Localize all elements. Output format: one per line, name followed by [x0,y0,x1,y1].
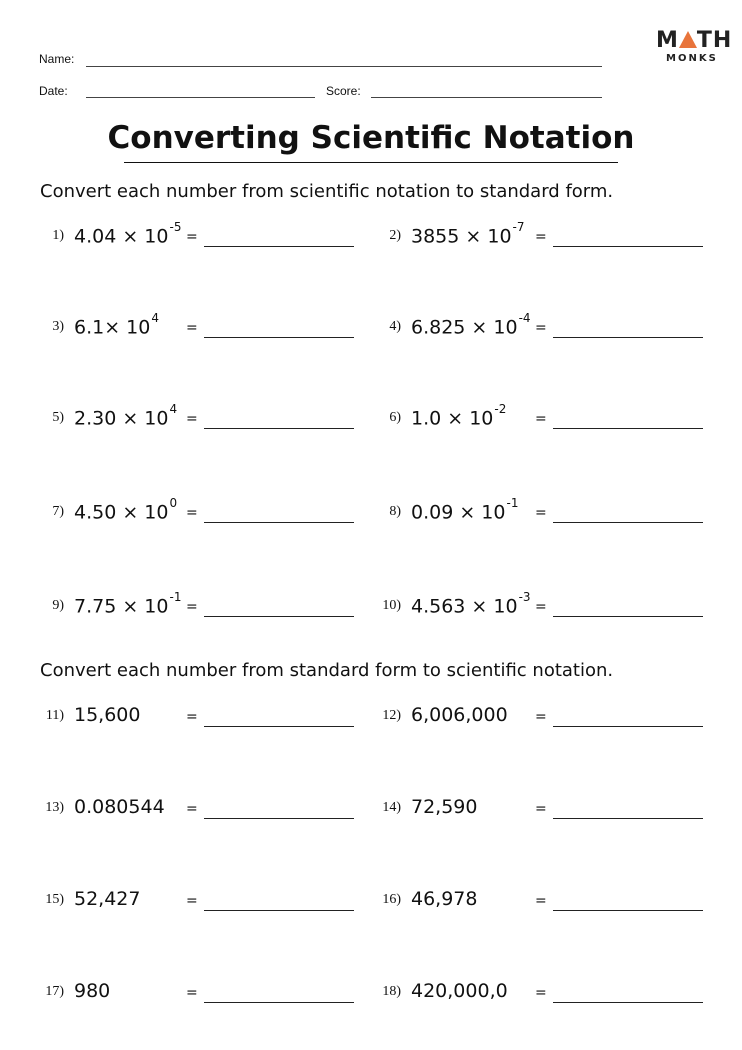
problem-mantissa: 980 [74,980,111,1002]
logo-subtext: MONKS [666,53,718,64]
problem-mantissa: 3855 × 10 [411,225,512,248]
problem-expression [411,496,519,524]
problem-number: 14) [382,800,401,815]
problem-number: 16) [382,892,401,907]
answer-line[interactable] [204,246,354,247]
score-label: Score: [326,84,361,98]
equals-sign: = [535,985,547,1001]
problem-number: 6) [389,410,401,425]
equals-sign: = [535,505,547,521]
answer-line[interactable] [553,910,703,911]
problem-expression [74,402,178,430]
problem-mantissa: 6.1× 10 [74,316,151,339]
problem-mantissa: 4.04 × 10 [74,225,169,248]
problem-mantissa: 7.75 × 10 [74,595,169,618]
equals-sign: = [186,709,198,725]
answer-line[interactable] [204,726,354,727]
name-label: Name: [39,52,75,66]
problem-expression [411,704,508,726]
problem-number: 9) [52,598,64,613]
problem-expression [411,402,507,430]
answer-line[interactable] [204,616,354,617]
problem-mantissa: 6,006,000 [411,704,508,726]
problem-exponent: -1 [506,496,519,510]
problem-exponent: -5 [169,220,182,234]
equals-sign: = [535,411,547,427]
problem-expression [74,704,140,726]
problem-exponent: -4 [518,311,531,325]
problem-mantissa: 72,590 [411,796,478,818]
section-2-instruction: Convert each number from standard form to scientific notation. [40,660,614,681]
problem-mantissa: 4.563 × 10 [411,595,518,618]
problem-number: 2) [389,228,401,243]
problem-expression [411,796,477,818]
problem-expression [74,796,165,818]
answer-line[interactable] [553,818,703,819]
answer-line[interactable] [204,910,354,911]
answer-line[interactable] [204,522,354,523]
math-monks-logo [656,28,732,53]
problem-expression [74,311,159,339]
problem-expression [411,220,525,248]
equals-sign: = [186,801,198,817]
problem-number: 10) [382,598,401,613]
date-field[interactable] [86,97,315,98]
problem-expression [74,590,182,618]
answer-line[interactable] [553,616,703,617]
name-field[interactable] [86,66,602,67]
equals-sign: = [535,320,547,336]
problem-mantissa: 0.09 × 10 [411,501,506,524]
problem-exponent: -1 [169,590,182,604]
equals-sign: = [535,893,547,909]
answer-line[interactable] [204,818,354,819]
problem-mantissa: 0.080544 [74,796,165,818]
problem-exponent: 4 [169,402,178,416]
answer-line[interactable] [204,428,354,429]
title-underline [124,162,618,163]
problem-number: 17) [45,984,64,999]
problem-mantissa: 1.0 × 10 [411,407,494,430]
equals-sign: = [186,505,198,521]
equals-sign: = [186,320,198,336]
answer-line[interactable] [553,522,703,523]
equals-sign: = [535,599,547,615]
problem-expression [74,220,182,248]
problem-expression [411,888,477,910]
equals-sign: = [535,709,547,725]
problem-exponent: -7 [512,220,525,234]
problem-expression [411,980,508,1002]
problem-expression [74,980,110,1002]
problem-number: 8) [389,504,401,519]
score-field[interactable] [371,97,602,98]
problem-mantissa: 52,427 [74,888,141,910]
problem-expression [74,888,140,910]
problem-number: 1) [52,228,64,243]
triangle-icon [679,31,697,48]
problem-mantissa: 15,600 [74,704,141,726]
answer-line[interactable] [553,246,703,247]
equals-sign: = [535,801,547,817]
problem-number: 5) [52,410,64,425]
problem-mantissa: 2.30 × 10 [74,407,169,430]
problem-number: 12) [382,708,401,723]
problem-expression [411,311,531,339]
problem-mantissa: 420,000,0 [411,980,508,1002]
problem-number: 13) [45,800,64,815]
answer-line[interactable] [553,428,703,429]
equals-sign: = [535,229,547,245]
answer-line[interactable] [204,337,354,338]
problem-mantissa: 46,978 [411,888,478,910]
logo-text-m: M [656,28,679,53]
equals-sign: = [186,599,198,615]
problem-number: 18) [382,984,401,999]
problem-mantissa: 6.825 × 10 [411,316,518,339]
problem-number: 3) [52,319,64,334]
problem-expression [74,496,178,524]
section-1-instruction: Convert each number from scientific notation to standard form. [40,181,614,202]
equals-sign: = [186,985,198,1001]
page-title: Converting Scientific Notation [107,120,635,156]
problem-number: 7) [52,504,64,519]
answer-line[interactable] [204,1002,354,1003]
problem-exponent: 0 [169,496,178,510]
problem-exponent: -2 [494,402,507,416]
answer-line[interactable] [553,726,703,727]
problem-exponent: 4 [151,311,159,325]
problem-number: 11) [45,708,64,723]
logo-text-th: TH [696,28,733,53]
answer-line[interactable] [553,337,703,338]
problem-exponent: -3 [518,590,531,604]
answer-line[interactable] [553,1002,703,1003]
problem-expression [411,590,531,618]
problem-number: 4) [389,319,401,334]
date-label: Date: [39,84,68,98]
equals-sign: = [186,229,198,245]
problem-number: 15) [45,892,64,907]
problem-mantissa: 4.50 × 10 [74,501,169,524]
equals-sign: = [186,893,198,909]
equals-sign: = [186,411,198,427]
